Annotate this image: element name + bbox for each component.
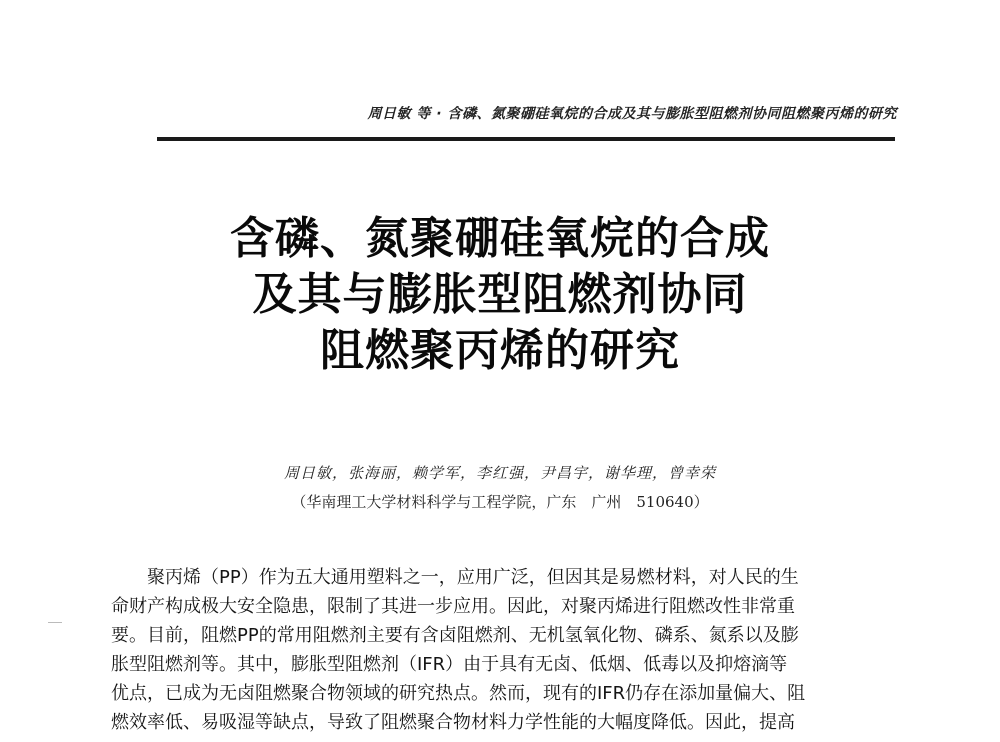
- body-line: 聚丙烯（PP）作为五大通用塑料之一，应用广泛，但因其是易燃材料，对人民的生: [147, 567, 799, 588]
- body-line: 命财产构成极大安全隐患，限制了其进一步应用。因此，对聚丙烯进行阻燃改性非常重: [111, 596, 795, 617]
- article-title: [0, 211, 1000, 379]
- title-line-3: 阻燃聚丙烯的研究: [320, 325, 680, 376]
- margin-mark: [48, 622, 62, 623]
- body-line: 要。目前，阻燃PP的常用阻燃剂主要有含卤阻燃剂、无机氢氧化物、磷系、氮系以及膨: [111, 625, 799, 646]
- body-line: 燃效率低、易吸湿等缺点，导致了阻燃聚合物材料力学性能的大幅度降低。因此，提高: [111, 712, 795, 733]
- title-line-2: 及其与膨胀型阻燃剂协同: [252, 269, 748, 320]
- body-paragraph: [111, 563, 898, 737]
- author-list: 周日敏，张海丽，赖学军，李红强，尹昌宇，谢华理，曾幸荣: [283, 464, 716, 482]
- body-line: 胀型阻燃剂等。其中，膨胀型阻燃剂（IFR）由于具有无卤、低烟、低毒以及抑熔滴等: [111, 654, 788, 675]
- header-rule: [157, 137, 895, 141]
- affiliation: （华南理工大学材料科学与工程学院，广东 广州 510640）: [291, 493, 709, 511]
- title-line-1: 含磷、氮聚硼硅氧烷的合成: [230, 213, 770, 264]
- running-header: 周日敏 等 · 含磷、氮聚硼硅氧烷的合成及其与膨胀型阻燃剂协同阻燃聚丙烯的研究: [367, 106, 897, 122]
- body-line: 优点，已成为无卤阻燃聚合物领域的研究热点。然而，现有的IFR仍存在添加量偏大、阻: [111, 683, 806, 704]
